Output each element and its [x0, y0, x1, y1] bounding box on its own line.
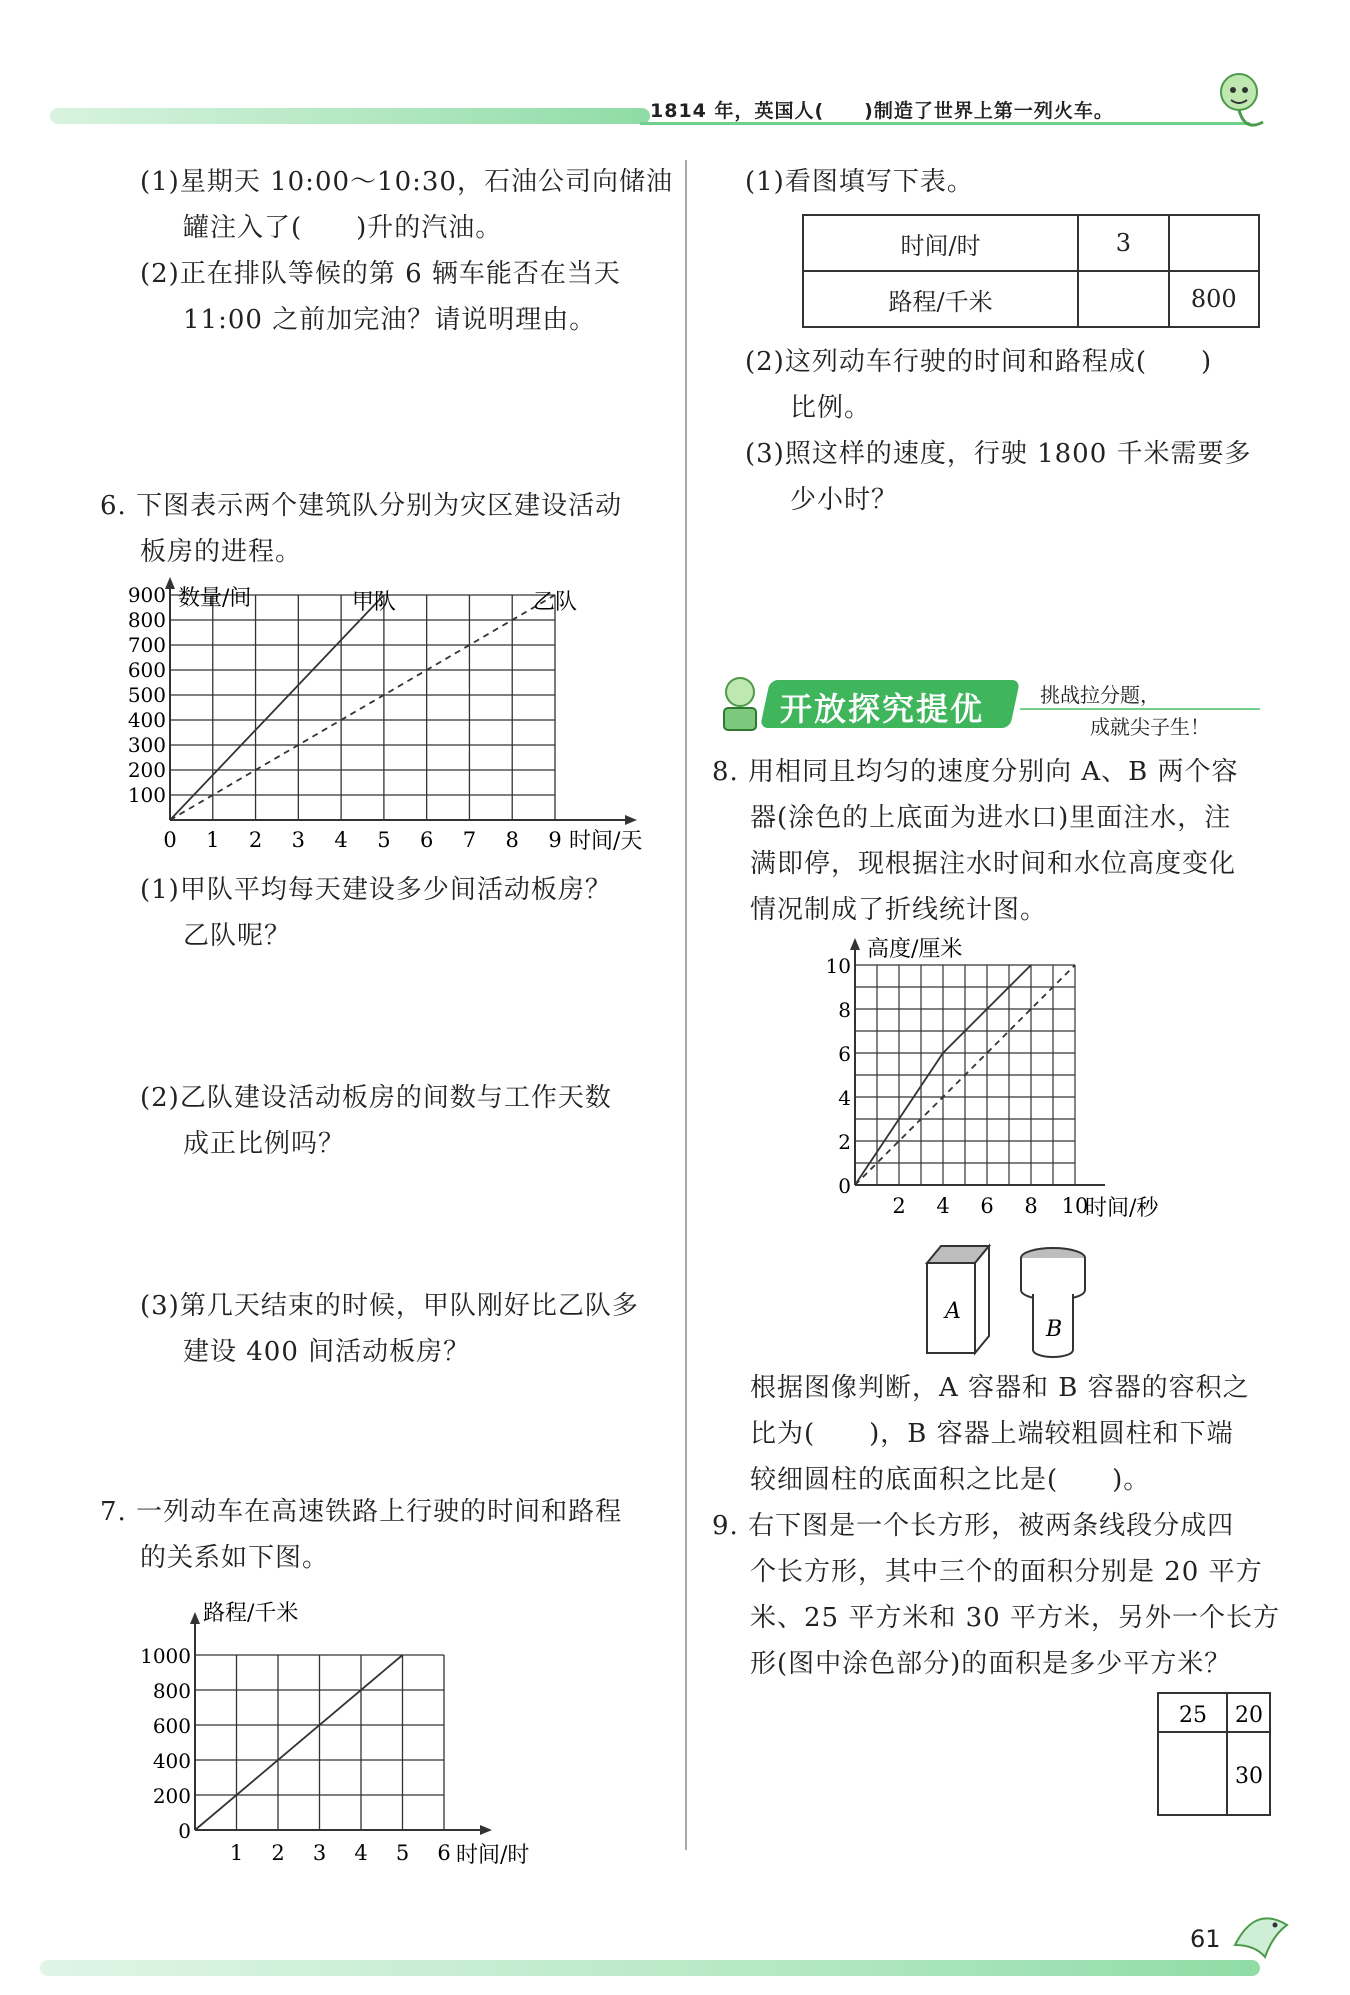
y-tick-label: 10 — [825, 954, 851, 978]
q7-part2-line2: 比例。 — [790, 393, 872, 423]
y-tick-label: 200 — [127, 758, 166, 782]
q6-line1: 6. 下图表示两个建筑队分别为灾区建设活动 — [100, 491, 623, 521]
y-tick-label: 200 — [152, 1784, 191, 1808]
y-tick-label: 400 — [127, 708, 166, 732]
y-tick-label: 8 — [838, 998, 851, 1022]
series-line-jia — [170, 595, 384, 820]
y-tick-label: 0 — [178, 1819, 191, 1843]
banner-note-line2: 成就尖子生！ — [1090, 715, 1210, 739]
q5-part2-line1: (2)正在排队等候的第 6 辆车能否在当天 — [140, 259, 621, 289]
y-tick-label: 800 — [152, 1679, 191, 1703]
y-tick-label: 1000 — [140, 1644, 191, 1668]
container-a-label: A — [945, 1299, 961, 1324]
y-tick-label: 600 — [127, 658, 166, 682]
y-tick-label: 100 — [127, 783, 166, 807]
chart-construction-progress — [110, 575, 680, 870]
x-tick-label: 0 — [163, 828, 177, 852]
table-label-time: 时间/时 — [803, 215, 1078, 271]
q6-part2-line2: 成正比例吗？ — [183, 1129, 346, 1159]
y-tick-label: 600 — [152, 1714, 191, 1738]
x-tick-label: 9 — [548, 828, 562, 852]
q7-line1: 7. 一列动车在高速铁路上行驶的时间和路程 — [100, 1497, 623, 1527]
x-axis-arrow — [480, 1825, 492, 1835]
rect-area-20: 20 — [1235, 1703, 1263, 1728]
x-tick-label: 5 — [377, 828, 391, 852]
y-tick-label: 2 — [838, 1130, 851, 1154]
banner-line — [1020, 708, 1260, 710]
y-tick-label: 900 — [127, 583, 166, 607]
y-axis-label: 路程/千米 — [203, 1601, 299, 1626]
x-axis-arrow — [625, 815, 637, 825]
table-label-distance: 路程/千米 — [803, 271, 1078, 327]
x-tick-label: 3 — [291, 828, 306, 852]
x-tick-label: 4 — [936, 1194, 950, 1218]
q5-part1-line1: (1)星期天 10:00～10:30，石油公司向储油 — [140, 167, 673, 197]
y-axis-label: 数量/间 — [178, 586, 252, 611]
container-a-icon — [927, 1246, 989, 1353]
q7-line2: 的关系如下图。 — [140, 1543, 330, 1573]
y-tick-label: 300 — [127, 733, 166, 757]
x-tick-label: 3 — [312, 1841, 327, 1865]
q9-line3: 米、25 平方米和 30 平方米，另外一个长方 — [750, 1603, 1280, 1633]
y-tick-label: 0 — [838, 1174, 851, 1198]
y-axis-arrow — [850, 938, 860, 950]
q8-line4: 情况制成了折线统计图。 — [750, 895, 1048, 925]
x-tick-label: 6 — [437, 1841, 451, 1865]
q8-line1: 8. 用相同且均匀的速度分别向 A、B 两个容 — [712, 757, 1239, 787]
x-tick-label: 2 — [248, 828, 263, 852]
container-b-icon — [1021, 1248, 1085, 1357]
q7-part3-line1: (3)照这样的速度，行驶 1800 千米需要多 — [745, 439, 1252, 469]
y-axis-arrow — [190, 1612, 200, 1624]
q8-line2: 器(涂色的上底面为进水口)里面注水，注 — [750, 803, 1232, 833]
page-number: 61 — [1190, 1925, 1221, 1953]
x-tick-label: 5 — [395, 1841, 410, 1865]
x-tick-label: 6 — [419, 828, 434, 852]
q9-line4: 形(图中涂色部分)的面积是多少平方米？ — [750, 1649, 1232, 1679]
q8-line6: 比为( )，B 容器上端较粗圆柱和下端 — [750, 1419, 1234, 1449]
series-label-yi: 乙队 — [532, 590, 578, 615]
footer-bar — [40, 1960, 1260, 1976]
q6-part3-line1: (3)第几天结束的时候，甲队刚好比乙队多 — [140, 1291, 639, 1321]
containers-figure — [915, 1238, 1095, 1363]
y-tick-label: 6 — [838, 1042, 851, 1066]
series-line-yi — [170, 595, 555, 820]
x-tick-label: 7 — [462, 828, 477, 852]
q6-part3-line2: 建设 400 间活动板房？ — [183, 1337, 471, 1367]
header-fact: 1814 年，英国人( )制造了世界上第一列火车。 — [650, 100, 1114, 122]
rect-area-30: 30 — [1235, 1764, 1263, 1789]
x-axis-label: 时间/天 — [569, 829, 643, 854]
y-tick-label: 800 — [127, 608, 166, 632]
q9-line1: 9. 右下图是一个长方形，被两条线段分成四 — [712, 1511, 1235, 1541]
rect-area-25: 25 — [1179, 1703, 1207, 1728]
q8-line5: 根据图像判断，A 容器和 B 容器的容积之 — [750, 1373, 1250, 1403]
time-distance-table — [802, 214, 1260, 328]
rectangle-figure — [1155, 1690, 1273, 1820]
x-tick-label: 8 — [1024, 1194, 1038, 1218]
table-cell — [1169, 215, 1259, 271]
q5-part1-line2: 罐注入了( )升的汽油。 — [183, 213, 503, 243]
monkey-mascot-icon — [1205, 62, 1275, 142]
banner-title: 开放探究提优 — [780, 690, 985, 728]
chart-water-height — [810, 930, 1210, 1235]
y-tick-label: 500 — [127, 683, 166, 707]
q7-part2-line1: (2)这列动车行驶的时间和路程成( ) — [745, 347, 1213, 377]
chart-train-distance — [140, 1598, 650, 1873]
q5-part2-line2: 11:00 之前加完油？请说明理由。 — [183, 305, 597, 335]
series-label-jia: 甲队 — [351, 590, 396, 615]
q7-part1: (1)看图填写下表。 — [745, 167, 974, 197]
x-axis-label: 时间/时 — [456, 1843, 530, 1868]
x-tick-label: 2 — [892, 1194, 906, 1218]
q6-part1-line2: 乙队呢？ — [183, 921, 292, 951]
x-tick-label: 2 — [271, 1841, 285, 1865]
q6-part2-line1: (2)乙队建设活动板房的间数与工作天数 — [140, 1083, 612, 1113]
q6-line2: 板房的进程。 — [140, 537, 303, 567]
x-tick-label: 4 — [354, 1841, 368, 1865]
q7-part3-line2: 少小时？ — [790, 485, 899, 515]
x-tick-label: 6 — [980, 1194, 994, 1218]
y-tick-label: 700 — [127, 633, 166, 657]
x-tick-label: 4 — [334, 828, 348, 852]
x-tick-label: 10 — [1061, 1194, 1089, 1218]
x-tick-label: 8 — [505, 828, 519, 852]
monkey-reading-icon — [712, 672, 768, 736]
q8-line7: 较细圆柱的底面积之比是( )。 — [750, 1465, 1151, 1495]
q8-line3: 满即停，现根据注水时间和水位高度变化 — [750, 849, 1237, 879]
column-divider — [685, 160, 687, 1850]
header-bar-left — [50, 108, 650, 124]
container-b-label: B — [1046, 1317, 1063, 1342]
q9-line2: 个长方形，其中三个的面积分别是 20 平方 — [750, 1557, 1263, 1587]
dolphin-mascot-icon — [1225, 1895, 1295, 1975]
banner-note-line1: 挑战拉分题， — [1040, 683, 1160, 707]
table-cell: 800 — [1169, 271, 1259, 327]
table-cell — [1078, 271, 1168, 327]
y-axis-label: 高度/厘米 — [867, 937, 963, 962]
series-line — [195, 1655, 403, 1830]
y-axis-arrow — [165, 577, 175, 589]
table-cell: 3 — [1078, 215, 1168, 271]
x-tick-label: 1 — [229, 1841, 244, 1865]
y-tick-label: 400 — [152, 1749, 191, 1773]
q6-part1-line1: (1)甲队平均每天建设多少间活动板房？ — [140, 875, 612, 905]
x-tick-label: 1 — [206, 828, 220, 852]
x-axis-label: 时间/秒 — [1085, 1196, 1159, 1221]
y-tick-label: 4 — [838, 1086, 851, 1110]
